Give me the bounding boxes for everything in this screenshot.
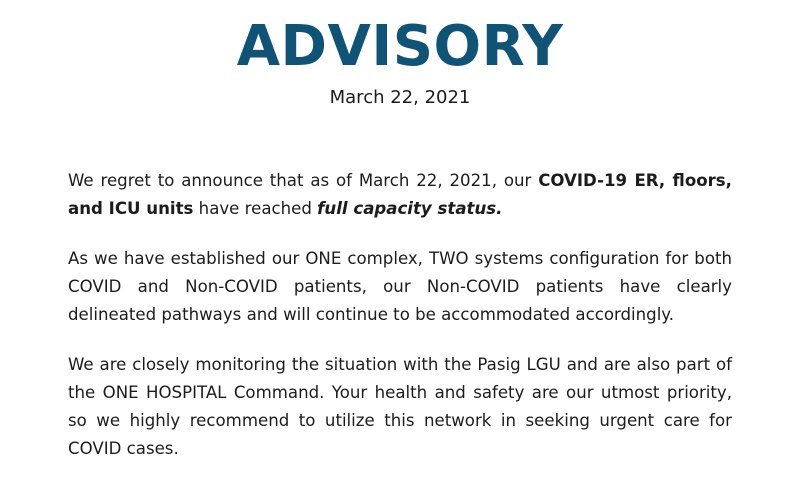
paragraph-monitoring: [68, 351, 732, 463]
paragraph-capacity: [68, 167, 732, 223]
paragraph-configuration: [68, 245, 732, 329]
paragraph-capacity-middle: have reached: [193, 199, 318, 218]
paragraph-monitoring-text: We are closely monitoring the situation with the Pasig LGU and are also part of the ONE HOSPITAL Command. Your health and safety are our utmost priority, so we highly recommend to utilize this network in seeking urgent care for COVID cases.: [68, 355, 732, 458]
advisory-body: [68, 167, 732, 485]
advisory-date: March 22, 2021: [329, 87, 471, 108]
paragraph-capacity-status: full capacity status.: [317, 199, 503, 218]
paragraph-capacity-units: COVID-19 ER, floors, and ICU units: [68, 171, 732, 218]
paragraph-configuration-text: As we have established our ONE complex, TWO systems configuration for both COVID and Non-COVID patients, our Non-COVID patients have clearly delineated pathways and will continue to be accommodated accordingly.: [68, 249, 732, 324]
advisory-title: ADVISORY: [236, 14, 564, 79]
paragraph-capacity-intro: We regret to announce that as of March 22, 2021, our: [68, 171, 539, 190]
